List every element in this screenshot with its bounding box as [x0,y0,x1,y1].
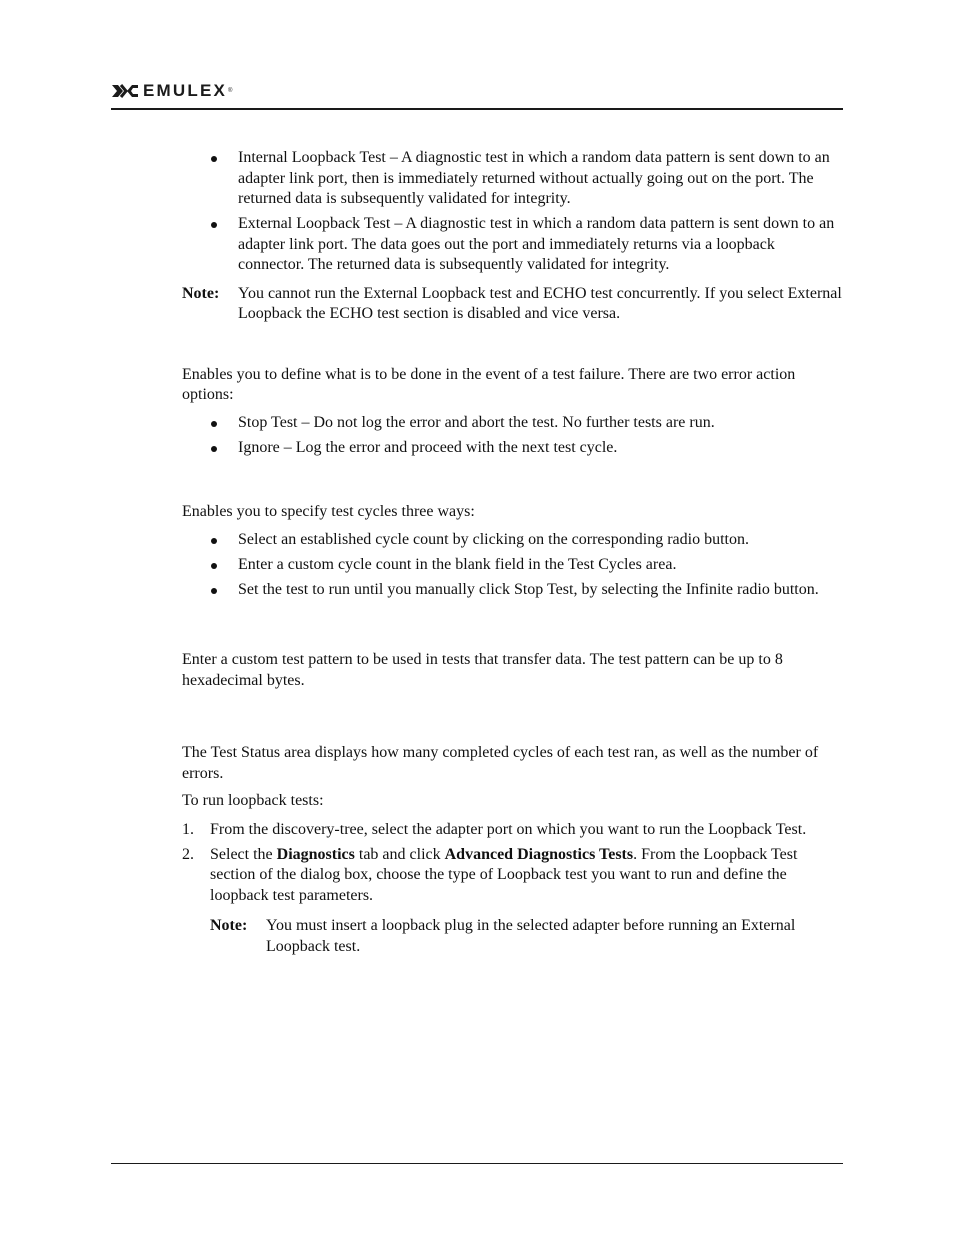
error-action-list [182,413,844,459]
logo-wordmark: EMULEX [143,81,228,100]
bullet-icon [211,538,217,544]
step-text: From the discovery-tree, select the adapter port on which you want to run the Loopback Test. [210,820,807,838]
step-item [182,820,844,841]
bullet-icon [211,446,217,452]
run-loopback-intro: To run loopback tests: [182,792,324,809]
list-item: External Loopback Test – A diagnostic test in which a random data pattern is sent down to an adapter link port. The data goes out the port and immediately returns via a loopback connector. The returned data is subsequently validated for integrity. [182,214,844,276]
step-number: 1. [182,820,194,838]
bullet-icon [211,156,217,162]
advanced-diagnostics-ref: Advanced Diagnostics Tests [444,845,634,863]
list-item: Ignore – Log the error and proceed with the next test cycle. [182,438,844,459]
list-item: Internal Loopback Test – A diagnostic test in which a random data pattern is sent down to an adapter link port, then is immediately returned without actually going out on the port. The returned data is subsequently validated for integrity. [182,148,844,210]
note-label: Note: [182,284,220,302]
step-number: 2. [182,845,194,863]
note-text: You cannot run the External Loopback test and ECHO test concurrently. If you select External Loopback the ECHO test section is disabled and vice versa. [238,284,842,322]
list-item: Select an established cycle count by clicking on the corresponding radio button. [182,530,844,551]
bullet-icon [211,421,217,427]
emulex-logo [111,82,232,99]
bullet-icon [211,222,217,228]
list-item: Set the test to run until you manually click Stop Test, by selecting the Infinite radio button. [182,580,844,601]
main-content [182,148,844,957]
error-action-intro: Enables you to define what is to be done in the event of a test failure. There are two error action options: [182,365,796,403]
emulex-mark-icon [111,83,139,99]
note-loopback-plug [210,916,844,957]
loopback-types-list [182,148,844,276]
list-item: Enter a custom cycle count in the blank field in the Test Cycles area. [182,555,844,576]
diagnostics-tab-ref: Diagnostics [276,845,355,863]
test-pattern-text: Enter a custom test pattern to be used in tests that transfer data. The test pattern can be up to 8 hexadecimal bytes. [182,651,783,689]
test-status-text: The Test Status area displays how many completed cycles of each test ran, as well as the number of errors. [182,744,819,782]
list-item: Stop Test – Do not log the error and abort the test. No further tests are run. [182,413,844,434]
bullet-icon [211,563,217,569]
steps-list [182,820,844,907]
test-cycles-intro: Enables you to specify test cycles three ways: [182,503,475,520]
footer-divider [111,1163,843,1164]
step-text: Select the Diagnostics tab and click Advanced Diagnostics Tests. From the Loopback Test section of the dialog box, choose the type of Loopback test you want to run and define the loopback test parameters. [210,845,798,904]
step-item [182,845,844,907]
note-text: You must insert a loopback plug in the selected adapter before running an External Loopback test. [266,917,796,955]
logo-trademark: ® [228,87,233,94]
page-header [111,78,843,110]
note-label: Note: [210,917,248,934]
note-external-loopback [182,284,844,325]
test-cycles-list [182,530,844,601]
bullet-icon [211,588,217,594]
